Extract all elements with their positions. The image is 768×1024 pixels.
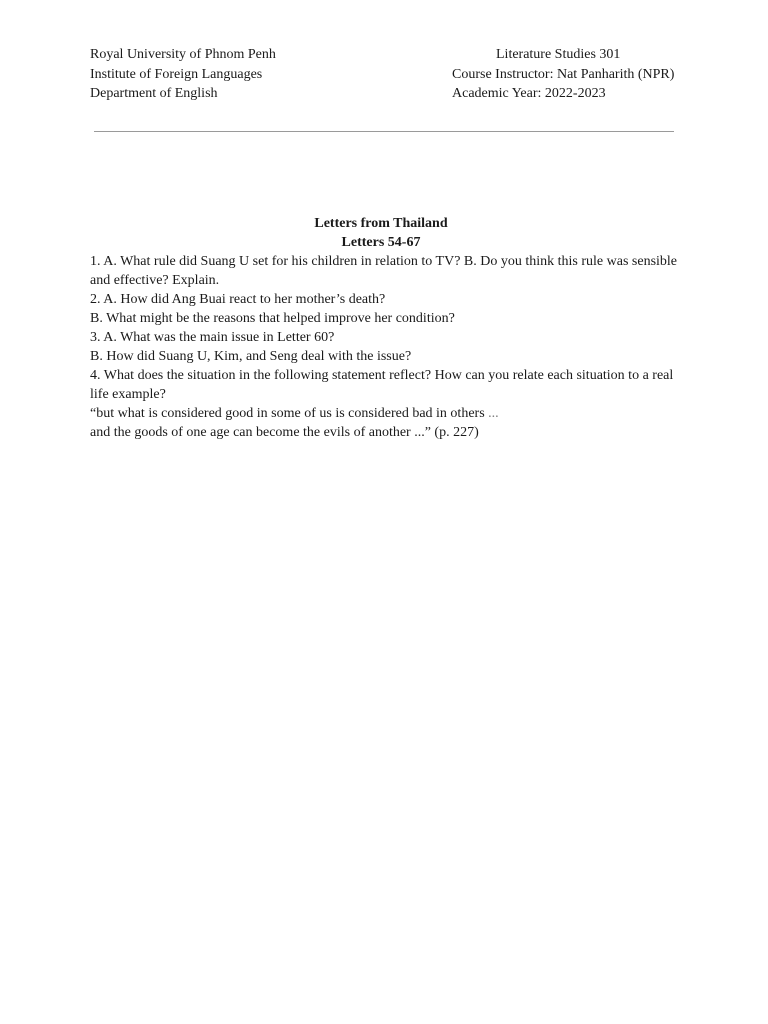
question-4-line-1: 4. What does the situation in the following statement reflect? How can you relate each situation to a real (90, 368, 674, 383)
course-instructor: Course Instructor: Nat Panharith (NPR) (452, 66, 675, 82)
header-left-block (90, 45, 276, 104)
course-name: Literature Studies 301 (496, 47, 621, 62)
quote-line-1 (90, 404, 680, 423)
question-1-line-2: and effective? Explain. (90, 273, 220, 288)
question-2b: B. What might be the reasons that helped improve her condition? (90, 311, 455, 326)
header-divider (94, 131, 674, 132)
university-name: Royal University of Phnom Penh (90, 47, 276, 62)
academic-year: Academic Year: 2022-2023 (452, 86, 606, 101)
question-2a: 2. A. How did Ang Buai react to her mother’s death? (90, 292, 386, 307)
department-name: Department of English (90, 86, 218, 101)
document-title: Letters from Thailand (314, 216, 448, 231)
quote-line-2: and the goods of one age can become the evils of another ...” (p. 227) (90, 425, 479, 440)
header-right-block (452, 45, 674, 104)
quote-line-1-text: “but what is considered good in some of us is considered bad in others (90, 406, 489, 421)
question-list (90, 252, 680, 442)
title-block (90, 214, 672, 252)
question-1-line-1: 1. A. What rule did Suang U set for his children in relation to TV? B. Do you think this rule was sensible (90, 254, 678, 269)
quote-line-1-ellipsis: ... (488, 406, 499, 421)
question-3a: 3. A. What was the main issue in Letter 60? (90, 330, 335, 345)
question-3b: B. How did Suang U, Kim, and Seng deal with the issue? (90, 349, 412, 364)
document-subtitle: Letters 54-67 (341, 235, 421, 250)
question-4-line-2: life example? (90, 387, 166, 402)
institute-name: Institute of Foreign Languages (90, 66, 263, 82)
